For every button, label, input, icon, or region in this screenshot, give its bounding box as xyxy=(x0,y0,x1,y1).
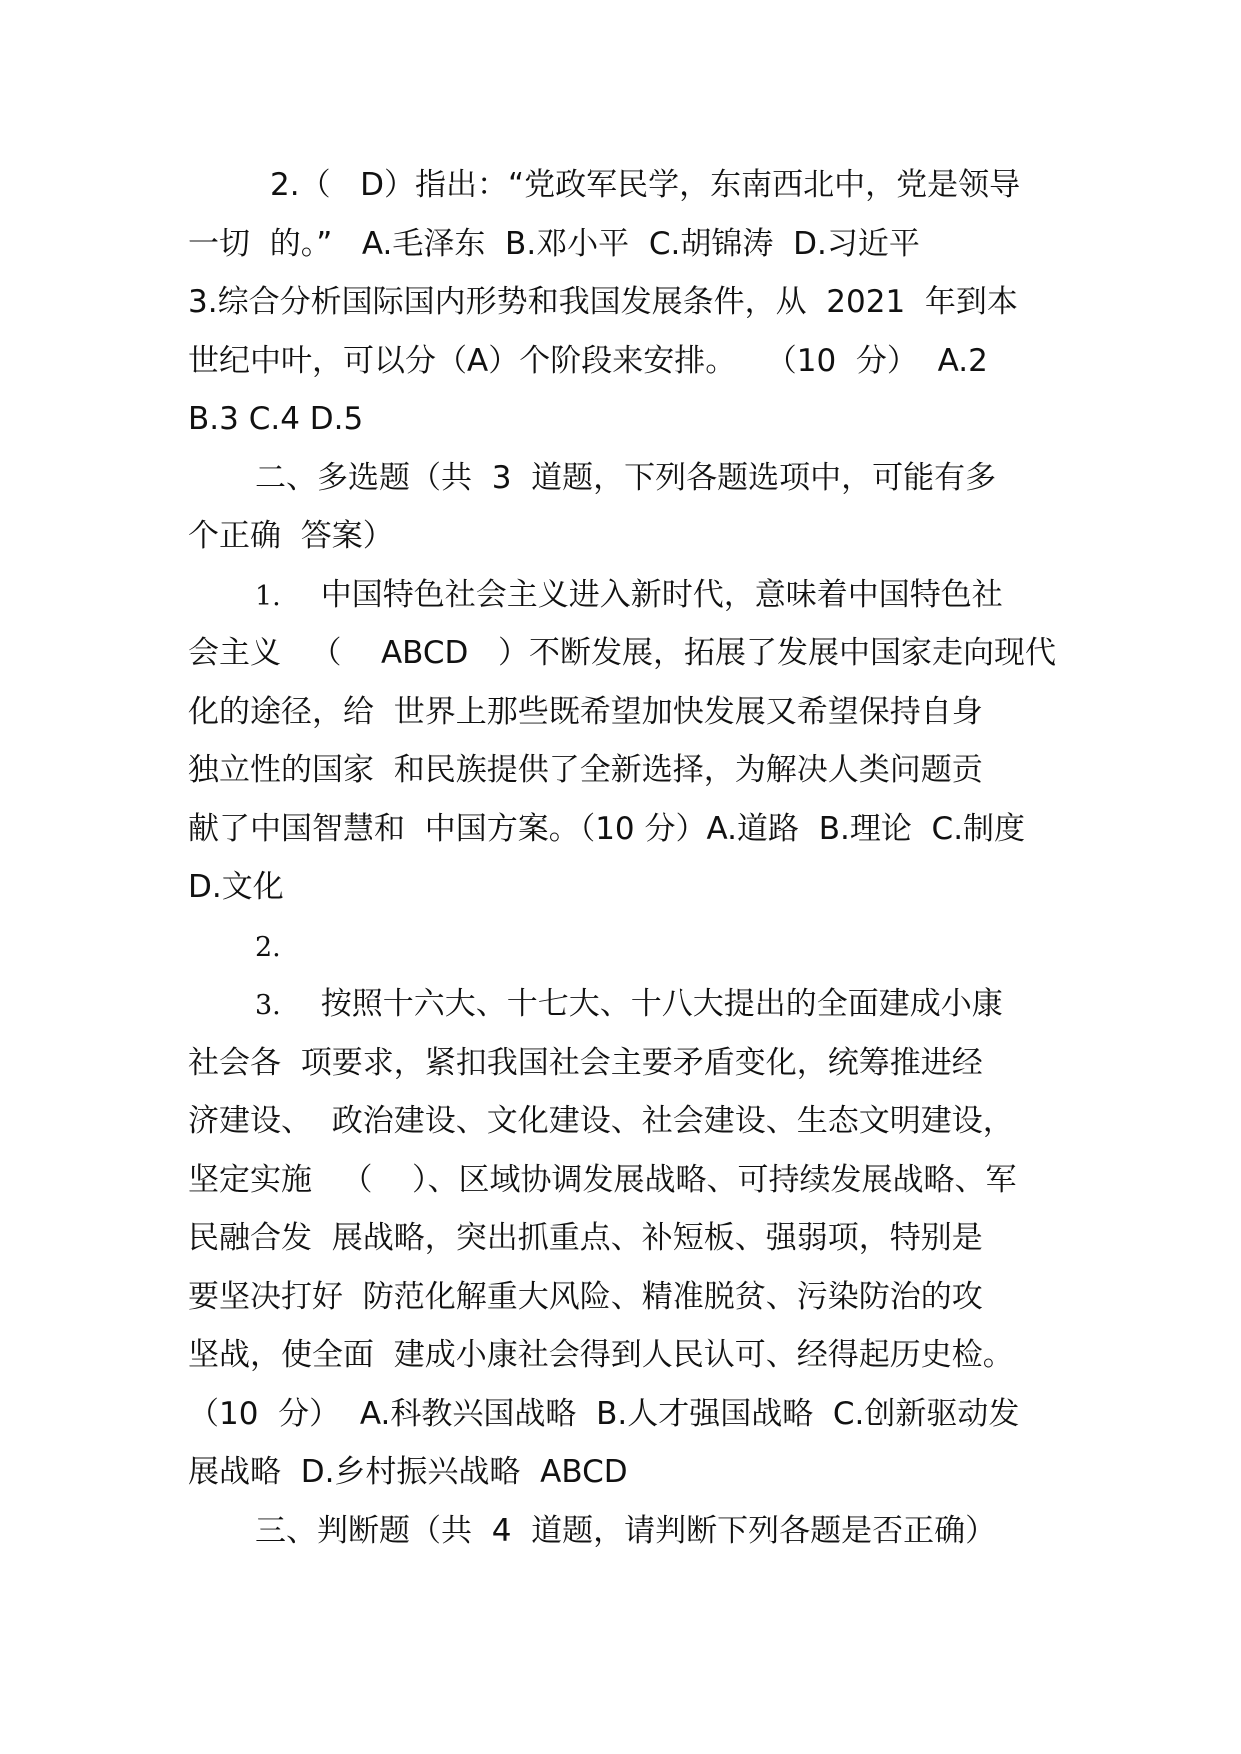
multi-question-1-line-5: 献了中国智慧和 中国方案。（10 分）A.道路 B.理论 C.制度 xyxy=(188,810,1026,847)
question-3-line-3: B.3 C.4 D.5 xyxy=(188,401,364,437)
multi-question-1-line-1 xyxy=(188,566,1068,625)
multi-question-1-text: 中国特色社会主义进入新时代，意味着中国特色社 xyxy=(320,576,1003,613)
multi-question-3-line-8: （10 分） A.科教兴国战略 B.人才强国战略 C.创新驱动发 xyxy=(188,1395,1020,1432)
document-body xyxy=(188,156,1068,1560)
section-2-heading: 二、多选题（共 3 道题，下列各题选项中，可能有多 xyxy=(255,459,997,496)
multi-question-2-number: 2. xyxy=(255,931,281,963)
multi-question-1-line-3: 化的途径，给 世界上那些既希望加快发展又希望保持自身 xyxy=(188,693,983,730)
multi-question-3-number: 3. xyxy=(255,990,281,1021)
multi-question-3-line-3: 济建设、 政治建设、文化建设、社会建设、生态文明建设， xyxy=(188,1103,1014,1139)
multi-question-3-line-2: 社会各 项要求，紧扣我国社会主要矛盾变化，统筹推进经 xyxy=(188,1044,983,1081)
multi-question-3-line-7: 坚战，使全面 建成小康社会得到人民认可、经得起历史检。 xyxy=(188,1337,1014,1373)
question-2-line-2: 一切 的。” A.毛泽东 B.邓小平 C.胡锦涛 D.习近平 xyxy=(188,225,920,262)
multi-question-1-line-2: 会主义 （ ABCD ）不断发展，拓展了发展中国家走向现代 xyxy=(188,635,1056,671)
section-3-heading: 三、判断题（共 4 道题，请判断下列各题是否正确） xyxy=(255,1512,997,1549)
question-3-line-1: 3.综合分析国际国内形势和我国发展条件，从 2021 年到本 xyxy=(188,284,1018,320)
question-2-line-1: 2.（ D）指出：“党政军民学，东南西北中，党是领导 xyxy=(270,167,1021,203)
multi-question-1-line-6: D.文化 xyxy=(188,869,284,905)
section-2-heading-cont: 个正确 答案） xyxy=(188,518,394,554)
multi-question-3-line-6: 要坚决打好 防范化解重大风险、精准脱贫、污染防治的攻 xyxy=(188,1278,983,1315)
multi-question-1-number: 1. xyxy=(255,580,281,612)
multi-question-1-line-4: 独立性的国家 和民族提供了全新选择，为解决人类问题贡 xyxy=(188,752,983,788)
multi-question-3-line-4: 坚定实施 （ ）、区域协调发展战略、可持续发展战略、军 xyxy=(188,1161,1017,1198)
multi-question-3-line-5: 民融合发 展战略，突出抓重点、补短板、强弱项，特别是 xyxy=(188,1220,983,1256)
multi-question-3-line-9: 展战略 D.乡村振兴战略 ABCD xyxy=(188,1454,628,1490)
multi-question-3-text: 按照十六大、十七大、十八大提出的全面建成小康 xyxy=(320,986,1003,1022)
question-3-line-2: 世纪中叶，可以分（A）个阶段来安排。 （10 分） A.2 xyxy=(188,342,988,379)
multi-question-2-line-1 xyxy=(188,917,1068,976)
multi-question-3-line-1 xyxy=(188,975,1068,1034)
